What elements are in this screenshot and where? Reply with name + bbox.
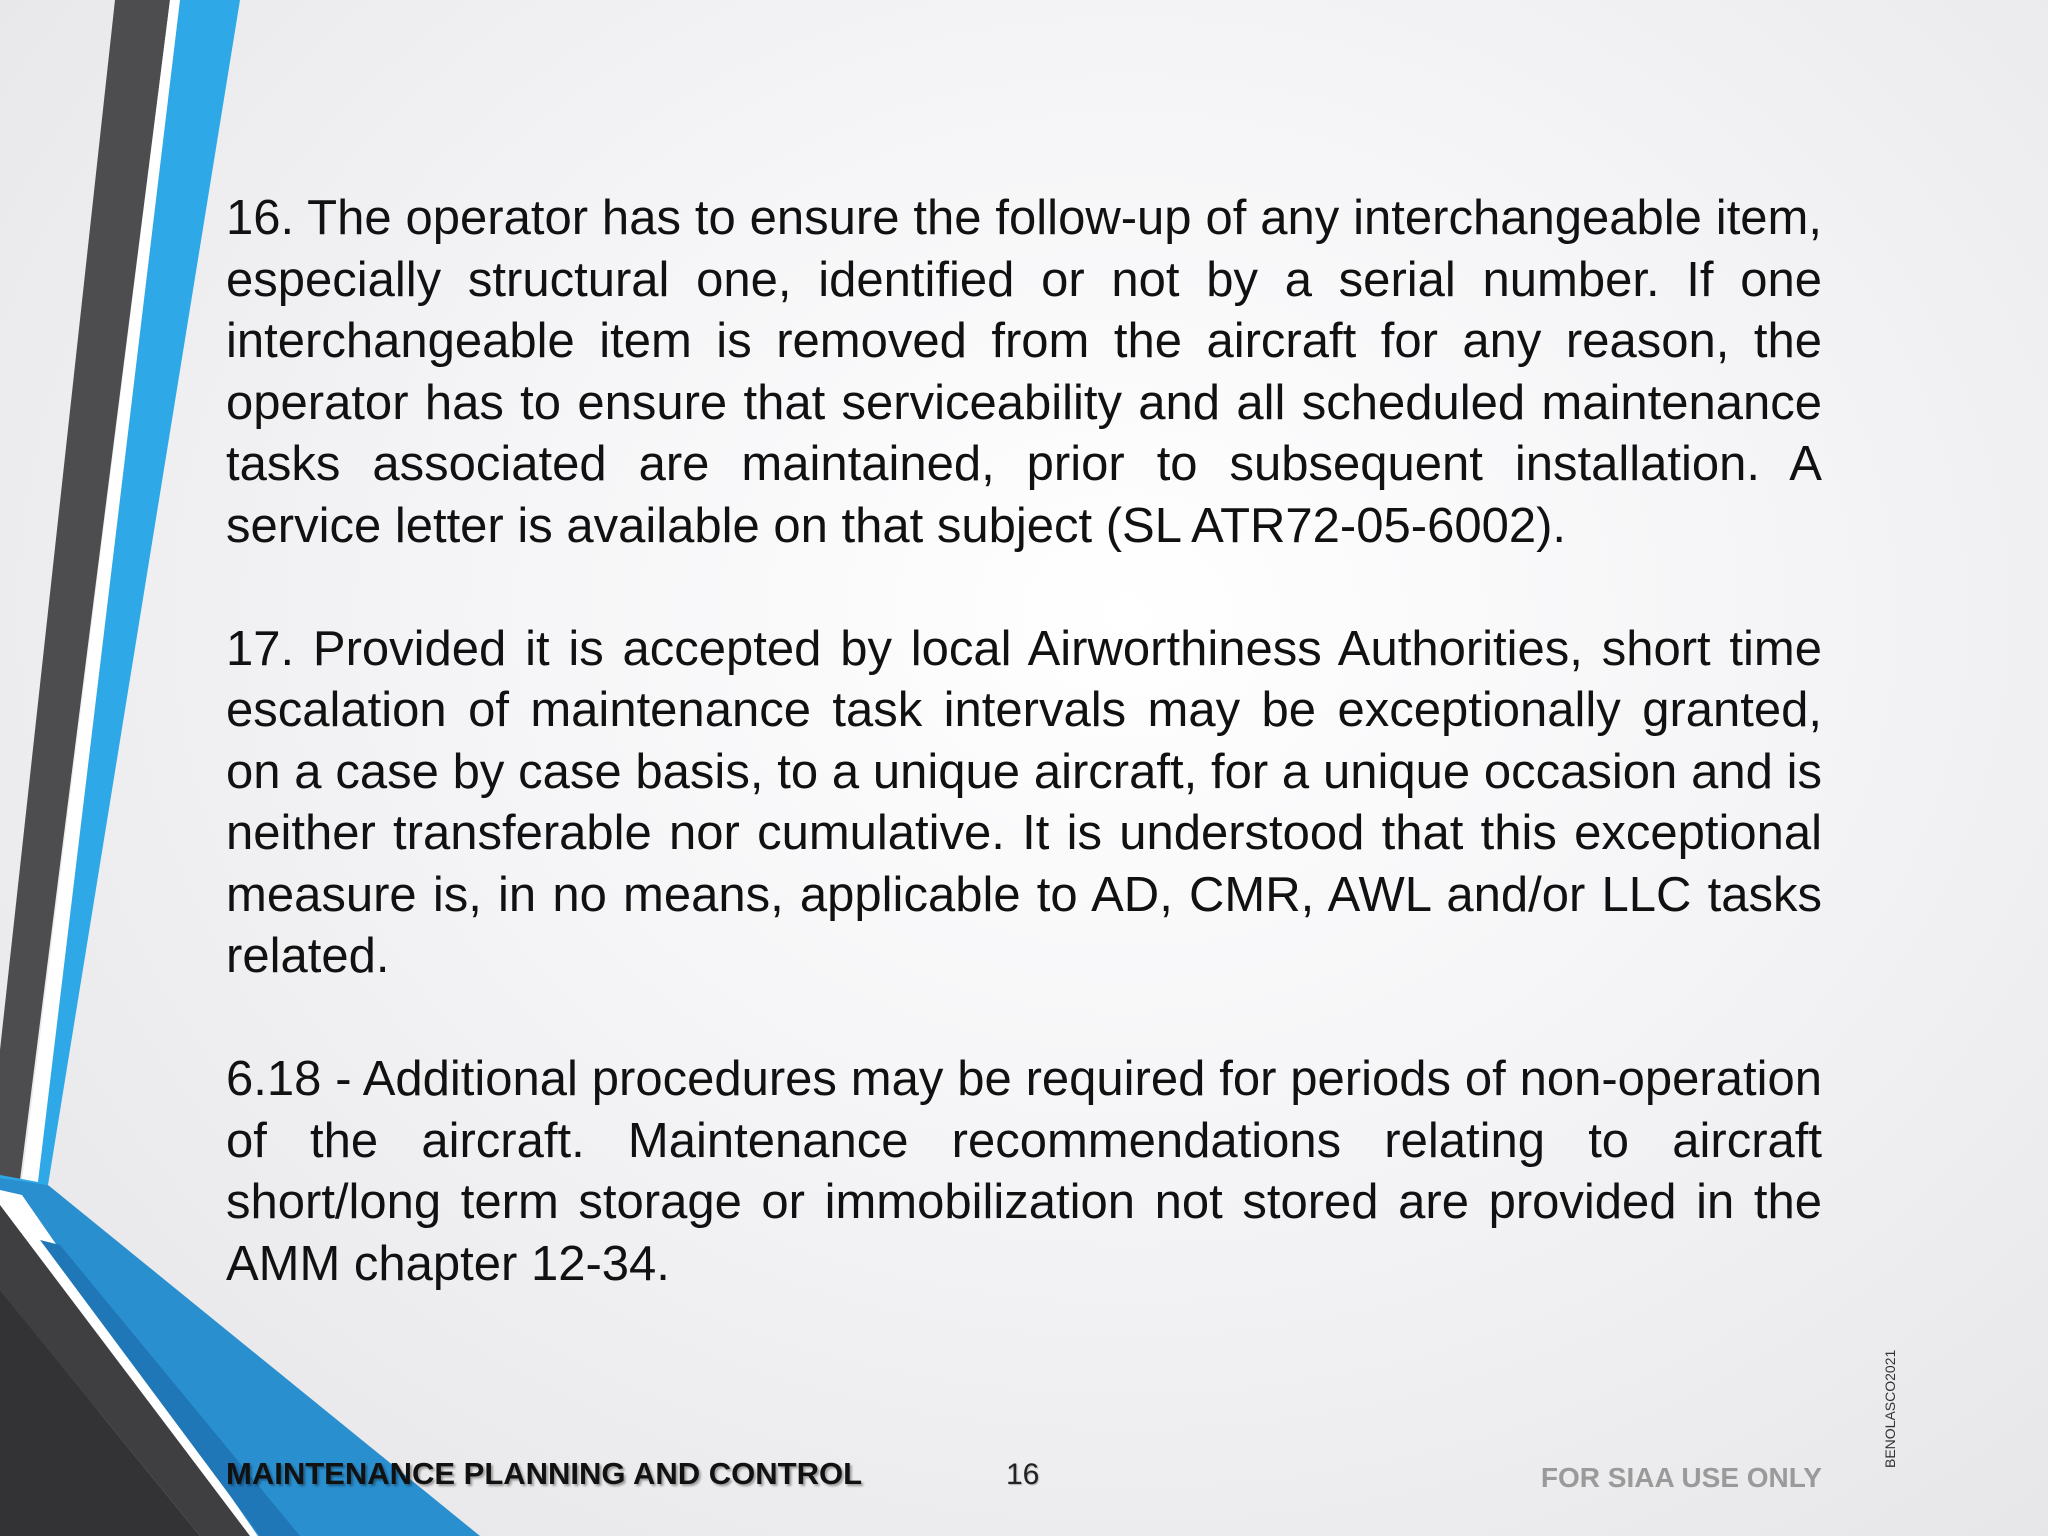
footer-title: MAINTENANCE PLANNING AND CONTROL [226,1456,863,1491]
paragraph-6-18: 6.18 - Additional procedures may be required for periods of non-operation of the aircraft. Maintenance recommendations relating to aircraft short/long term storage or immobilization not stored are provided in the AMM chapter 12-34. [226,1052,1822,1291]
slide-body [226,188,1822,1295]
watermark: BENOLASCO2021 [1882,1349,1898,1468]
footer-note: FOR SIAA USE ONLY [1540,1462,1822,1493]
left-dark-stripe [0,0,170,1180]
page-number: 16 [1006,1458,1040,1491]
paragraph-16: 16. The operator has to ensure the follow-up of any interchangeable item, especially structural one, identified or not by a serial number. If one interchangeable item is removed from the aircraft for any reason, the operator has to ensure that serviceability and all scheduled maintenance tasks associated are maintained, prior to subsequent installation. A service letter is available on that subject (SL ATR72-05-6002). [226,191,1822,553]
paragraph-17: 17. Provided it is accepted by local Airworthiness Authorities, short time escalation of maintenance task intervals may be exceptionally granted, on a case by case basis, to a unique aircraft, for a unique occasion and is neither transferable nor cumulative. It is understood that this exceptional measure is, in no means, applicable to AD, CMR, AWL and/or LLC tasks related. [226,621,1822,983]
